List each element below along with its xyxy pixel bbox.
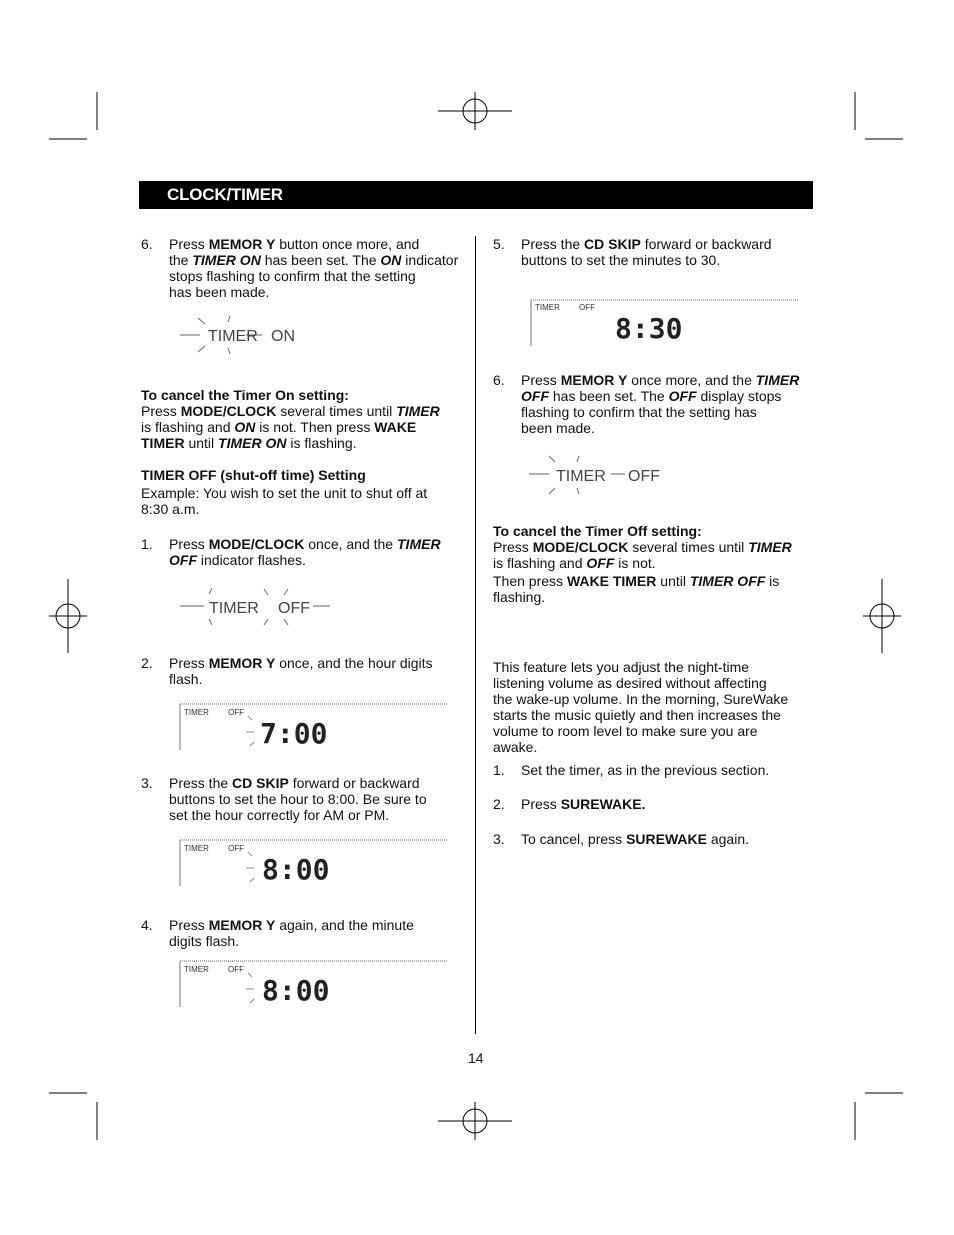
cancel-off-heading: To cancel the Timer Off setting: bbox=[493, 523, 702, 539]
step-3-text: Press the CD SKIP forward or backward buttons to set the hour to 8:00. Be sure to set the hour correctly for AM or PM. bbox=[169, 775, 427, 823]
section-title: CLOCK/TIMER bbox=[167, 185, 283, 204]
svg-text:OFF: OFF bbox=[228, 965, 244, 974]
svg-text:TIMER: TIMER bbox=[184, 965, 209, 974]
clock-display-700 bbox=[178, 702, 450, 754]
svg-text:TIMER: TIMER bbox=[184, 708, 209, 717]
cancel-off-text: Press MODE/CLOCK several times until TIMER is flashing and OFF is not. Then press WAKE TIMER until TIMER OFF is flashing. bbox=[493, 539, 792, 605]
clock-display-830 bbox=[529, 296, 801, 348]
step-number: 2. bbox=[493, 796, 505, 812]
step-number: 1. bbox=[141, 536, 153, 552]
clock-digits: 7:00 bbox=[260, 717, 328, 750]
surewake-step-2: Press SUREWAKE. bbox=[521, 796, 646, 812]
step-5-text: Press the CD SKIP forward or backward buttons to set the minutes to 30. bbox=[521, 236, 772, 268]
step-2-text: Press MEMOR Y once, and the hour digits flash. bbox=[169, 655, 433, 687]
step-number: 3. bbox=[493, 831, 505, 847]
clock-digits: 8:00 bbox=[262, 853, 330, 886]
clock-display-800 bbox=[178, 838, 450, 890]
timer-label: TIMER bbox=[556, 468, 606, 485]
step-number: 1. bbox=[493, 762, 505, 778]
step-6-text: Press MEMOR Y button once more, and the TIMER ON has been set. The ON indicator stops flashing to confirm that the setting has been made. bbox=[169, 236, 459, 300]
svg-text:TIMER: TIMER bbox=[184, 844, 209, 853]
on-label: ON bbox=[271, 328, 295, 345]
surewake-description: This feature lets you adjust the night-time listening volume as desired without affecting the wake-up volume. In the morning, SureWake starts the music quietly and then increases the volume to room level to make sure you are awake. bbox=[493, 659, 789, 755]
step-number: 5. bbox=[493, 236, 505, 252]
step-number: 6. bbox=[141, 236, 153, 252]
timer-off-example: Example: You wish to set the unit to shut off at 8:30 a.m. bbox=[141, 485, 428, 517]
timer-on-display bbox=[178, 312, 308, 358]
step-1-text: Press MODE/CLOCK once, and the TIMER OFF indicator flashes. bbox=[169, 536, 441, 568]
clock-digits: 8:30 bbox=[615, 312, 683, 345]
surewake-step-3: To cancel, press SUREWAKE again. bbox=[521, 831, 750, 847]
timer-label: TIMER bbox=[209, 600, 259, 617]
svg-text:OFF: OFF bbox=[228, 844, 244, 853]
cancel-on-text: Press MODE/CLOCK several times until TIMER is flashing and ON is not. Then press WAKE TIMER until TIMER ON is flashing. bbox=[141, 403, 440, 451]
timer-off-heading: TIMER OFF (shut-off time) Setting bbox=[141, 467, 366, 483]
timer-label: TIMER bbox=[208, 328, 258, 345]
timer-off-display-2 bbox=[527, 452, 667, 498]
step-4-text: Press MEMOR Y again, and the minute digits flash. bbox=[169, 917, 414, 949]
cancel-on-heading: To cancel the Timer On setting: bbox=[141, 387, 349, 403]
step-6-text: Press MEMOR Y once more, and the TIMER OFF has been set. The OFF display stops flashing to confirm that the setting has been made. bbox=[521, 372, 800, 436]
off-label: OFF bbox=[628, 468, 660, 485]
page-number: 14 bbox=[468, 1050, 484, 1066]
step-number: 3. bbox=[141, 775, 153, 791]
timer-off-display bbox=[178, 585, 338, 631]
column-divider bbox=[475, 236, 476, 1034]
svg-text:OFF: OFF bbox=[579, 303, 595, 312]
step-number: 6. bbox=[493, 372, 505, 388]
section-header bbox=[139, 181, 813, 209]
step-number: 4. bbox=[141, 917, 153, 933]
clock-digits: 8:00 bbox=[262, 974, 330, 1007]
off-label: OFF bbox=[278, 600, 310, 617]
svg-text:OFF: OFF bbox=[228, 708, 244, 717]
clock-display-800-minutes bbox=[178, 959, 450, 1011]
surewake-step-1: Set the timer, as in the previous section. bbox=[521, 762, 770, 778]
svg-text:TIMER: TIMER bbox=[535, 303, 560, 312]
step-number: 2. bbox=[141, 655, 153, 671]
